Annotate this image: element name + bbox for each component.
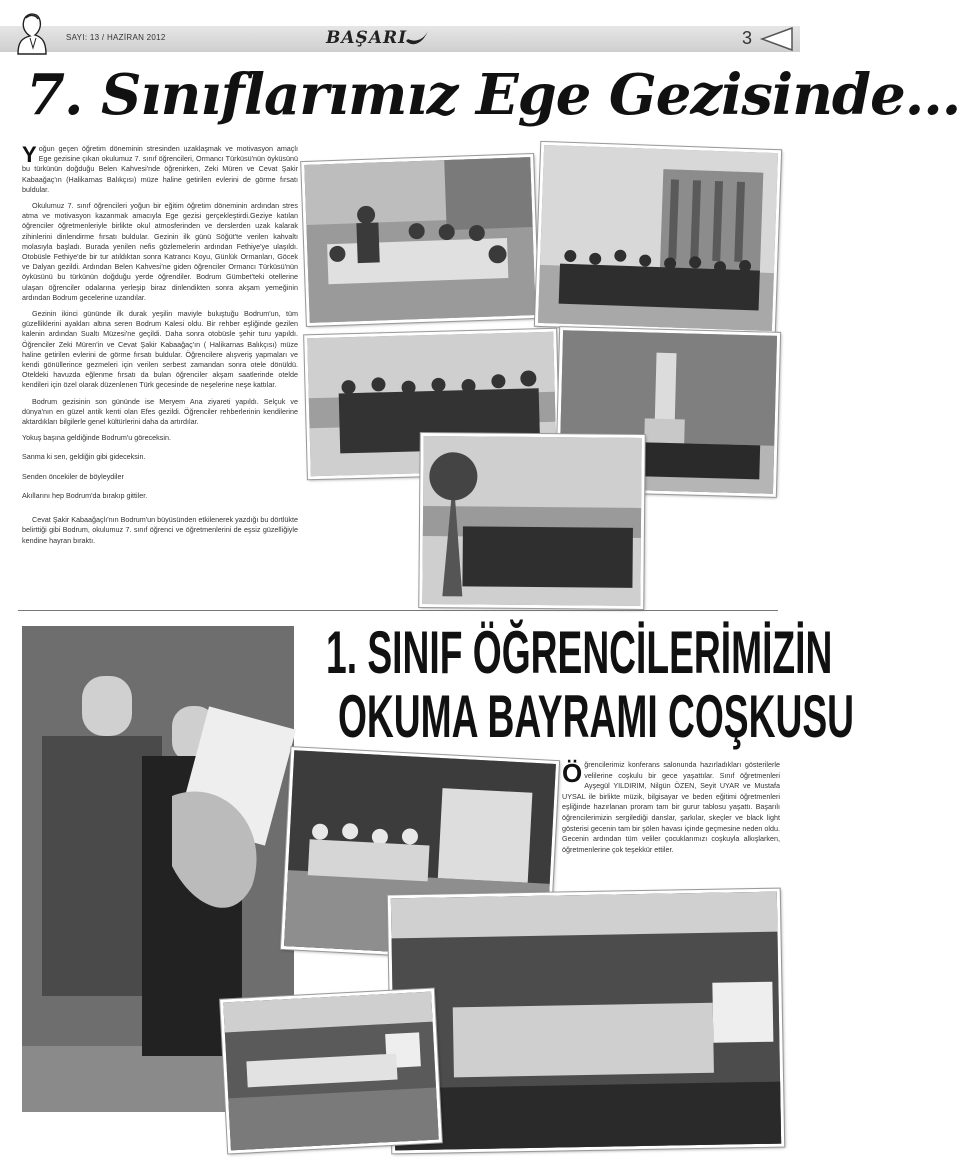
article2-title-line-1: 1. SINIF ÖĞRENCİLERİMİZİN: [326, 619, 833, 686]
section-divider: [18, 610, 778, 611]
article1-paragraph-2: Okulumuz 7. sınıf öğrencileri yoğun bir eğitim öğretim döneminin ardından stres atma ve motivasyon kazanmak amacıyla Ege gezisi gerçekleştirdi.Geziye katılan öğrenciler öğretmenleriyle birlikte okul atmosferinden ve derslerden uzak kalarak zihinlerini dinlendirme fırsatı buldular. Gezinin ilk günü Söğüt'te verilen kahvaltı molasıyla başladı. Burada yenilen nefis gözlemelerin ardından Fethiye'ye ulaşıldı. Otobüsle Fethiye'de bir tur atıldıktan sonra Katrancı Koyu, Günlük Ormanları, Göcek ve Dalyan gezildi. Ardından Belen Kahvesi'ne giden öğrenciler Ormancı Türküsü'nün öyküsünü bu türkünün doğduğu yerde öğrendiler. Bodrum Gümbet'teki otellerine ulaşan öğrenciler odalarına yerleşip biraz dinlendikten sonra akşam yemeğinin ardından Bodrum gecelerine uzandılar.: [22, 201, 298, 302]
article2-title-line-2: OKUMA BAYRAMI COŞKUSU: [338, 683, 855, 750]
article1-paragraph-3: Gezinin ikinci gününde ilk durak yeşilin maviyle buluştuğu Bodrum'un, tüm güzelliklerini ayakları altına seren Bodrum Kalesi oldu. Bir rehber eşliğinde gezilen kalenin ardından Sualtı Müzesi'ne geçildi. Daha sonra otobüsle şehir turu yapıldı. Öğrenciler Zeki Müren'in ve Cevat Şakir Kabaağaç'ın ( Halikarnas Balıkçısı) müze haline getirilen evlerini de görme fırsatı buldular. Öğrencilere alışveriş yapmaları ve kendi gönüllerince gezmeleri için verilen serbest zamandan sonra otele dönüldü. Oteldeki havuzda eğlenme fırsatı da bulan öğrenciler akşam saatlerinde otelde kendileri için özel olarak düzenlenen Türk gecesinde de neşelerine neşe kattılar.: [22, 309, 298, 390]
article1-dropcap: Y: [22, 142, 37, 167]
article2-body: [562, 760, 780, 855]
article2-body-text: ğrencilerimiz konferans salonunda hazırladıkları gösterilerle velilerine coşkulu bir gece yaşattılar. Sınıf öğretmenleri Ayşegül YILDIRIM, Nilgün ÖZEN, Seyit UYAR ve Mustafa UYSAL ile birlikte müzik, bilgisayar ve beden eğitimi öğretmenleri eşliğinde hazırlanan proram tam bir gurur tablosu yaşattı. Başarılı öğrencilerimizin sergilediği danslar, şarkılar, skeçler ve black light gösterisi gecenin tam bir şölen havası içinde geçmesine neden oldu. Gecenin ardından tüm veliler çocuklarımızı coşkuyla alkışlarken, öğretmenlerine çok teşekkür ettiler.: [562, 760, 780, 854]
photo-marina-group: [419, 433, 645, 609]
poem-line-1: Yokuş başına geldiğinde Bodrum'u göreceksin.: [22, 433, 171, 443]
article1-title: 7. Sınıflarımız Ege Gezisinde...: [26, 62, 960, 128]
photo-hall-audience: [220, 989, 442, 1154]
article2-dropcap: Ö: [562, 758, 583, 788]
poem-line-3: Senden öncekiler de böyleydiler: [22, 471, 124, 481]
article1-paragraph-5: Cevat Şakir Kabaağaçlı'nın Bodrum'un büyüsünden etkilenerek yazdığı bu dörtlükte belirttiği gibi Bodrum, okulumuz 7. sınıf öğrenci ve öğretmenlerini de eşsiz güzelliğiyle kendine hayran bıraktı.: [22, 515, 298, 545]
page-arrow-icon: [758, 26, 794, 52]
poem-line-2: Sanma ki sen, geldiğin gibi gideceksin.: [22, 452, 146, 462]
article1-paragraph-1: [22, 144, 298, 195]
logo-swoosh-icon: [404, 27, 430, 49]
photo-ephesus-library: [535, 142, 781, 334]
ataturk-portrait-icon: [8, 8, 54, 56]
magazine-logo: BAŞARI: [326, 28, 408, 48]
article1-paragraph-4: Bodrum gezisinin son gününde ise Meryem Ana ziyareti yapıldı. Selçuk ve dünya'nın en güzel antik kenti olan Efes gezildi. Öğrenciler rehberlerinin kendilerine aktardıkları bilgilerle genel kültürlerini daha da artırdılar.: [22, 396, 298, 427]
photo-breakfast-table: [301, 154, 539, 326]
article1-p1-text: oğun geçen öğretim döneminin stresinden uzaklaşmak ve motivasyon amaçlı Ege gezisine çıkan okulumuz 7. sınıf öğrencileri, Ormancı Türküsü'nün öyküsünü bu türkünün doğduğu Belen Kahvesi'nde öğrenirken, Zeki Müren ve Cevat Şakir Kabaağaç'ın (Halikarnas Balıkçısı) müze haline getirilen evlerini de görme fırsatı buldular.: [22, 144, 298, 194]
page-number: 3: [742, 28, 753, 48]
article1-body: [22, 144, 298, 552]
issue-label: SAYI: 13 / HAZİRAN 2012: [66, 33, 166, 42]
poem-line-4: Akıllarını hep Bodrum'da bırakıp gittiler.: [22, 490, 148, 500]
photo-choir-stage: [388, 889, 784, 1154]
